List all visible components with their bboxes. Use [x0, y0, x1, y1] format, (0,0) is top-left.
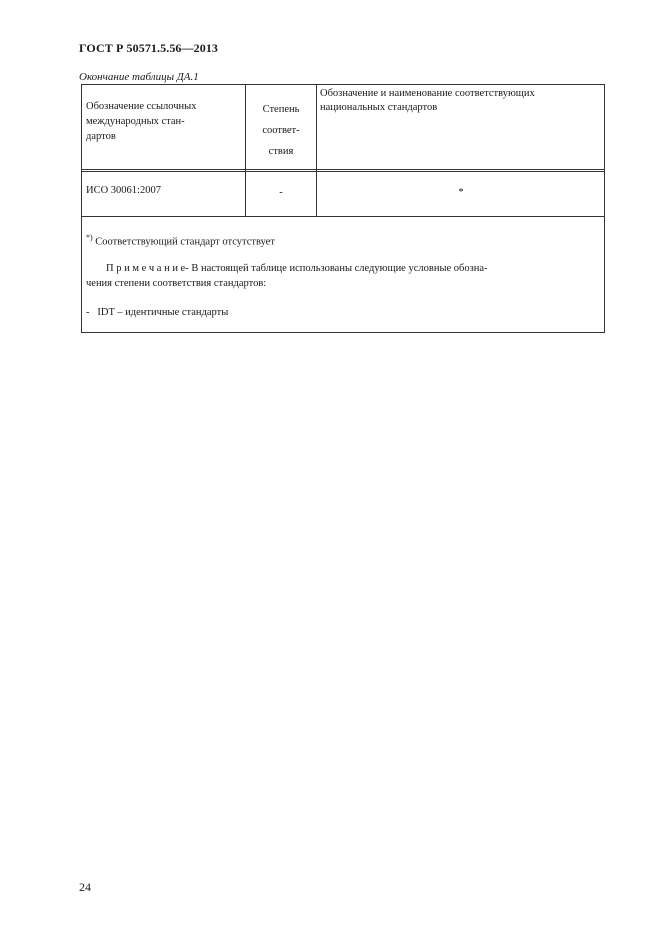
note-text-line-2: чения степени соответствия стандартов: [86, 278, 267, 289]
header-degree: Степень соответ- ствия [262, 104, 300, 157]
cell-degree: - [279, 187, 283, 198]
cell-national: * [458, 187, 464, 198]
table-caption: Окончание таблицы ДА.1 [79, 71, 199, 83]
header-reference-standards: Обозначение ссылочных международных стан- дартов [86, 101, 197, 142]
cell-reference: ИСО 30061:2007 [86, 185, 161, 196]
idt-item: - IDT – идентичные стандарты [86, 307, 229, 318]
page-number: 24 [79, 880, 91, 894]
header-divider [82, 169, 604, 170]
note-paragraph [86, 261, 596, 291]
column-divider [245, 85, 246, 216]
row-divider [82, 216, 604, 217]
footnote-text: Соответствующий стандарт отсутствует [95, 236, 275, 248]
note-label: П р и м е ч а н и е [106, 263, 186, 274]
note-text-line-1: - В настоящей таблице использованы следующие условные обозна- [185, 263, 488, 274]
header-divider [82, 171, 604, 172]
header-national-standards: Обозначение и наименование соответствующих национальных стандартов [320, 88, 535, 113]
footnote-mark: *) [86, 233, 93, 242]
footnote [86, 230, 275, 250]
standards-table [81, 84, 605, 333]
document-header-title: ГОСТ Р 50571.5.56—2013 [79, 41, 219, 55]
column-divider [316, 85, 317, 216]
